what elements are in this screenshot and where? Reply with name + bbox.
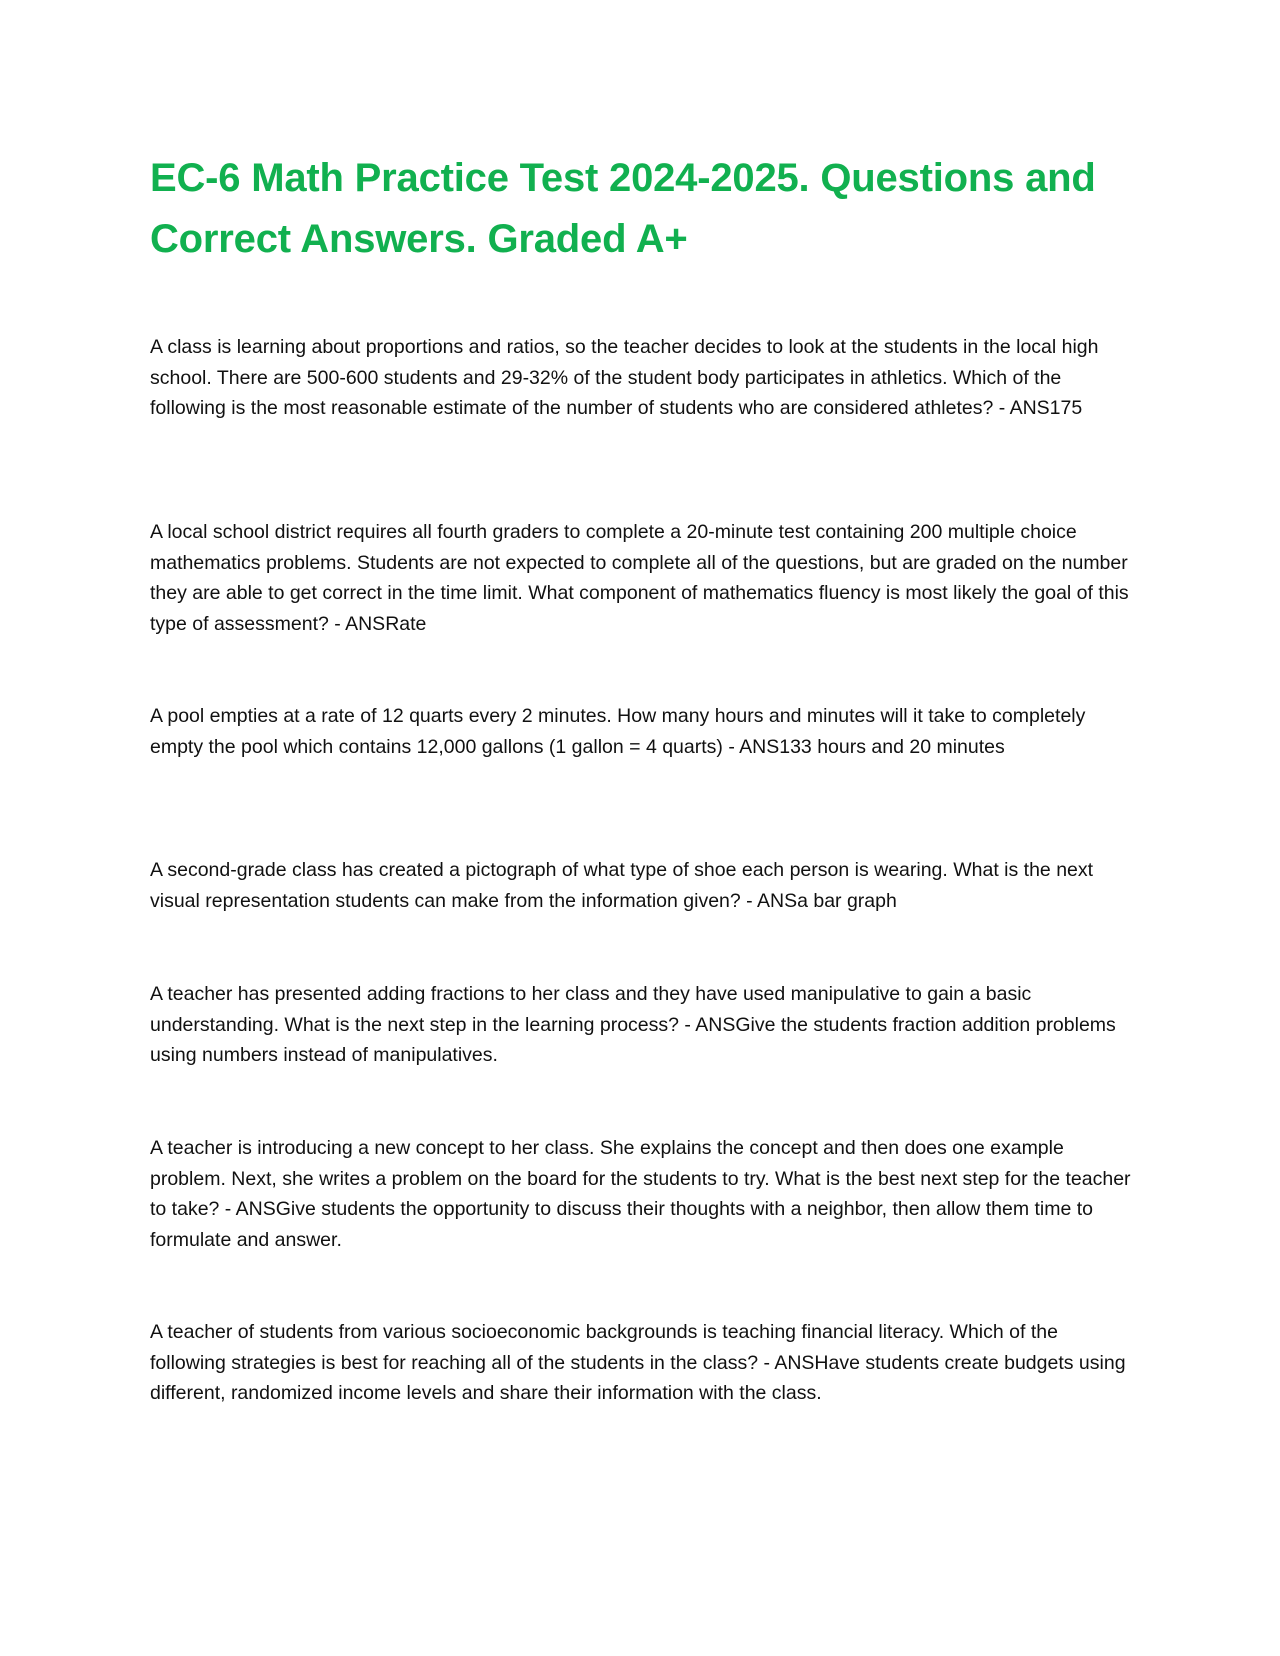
question-answer-list [150,332,1135,1437]
qa-item: A class is learning about proportions and ratios, so the teacher decides to look at the students in the local high school. There are 500-600 students and 29-32% of the student body participates in athletics. Which of the following is the most reasonable estimate of the number of students who are considered athletes? - ANS175 [150,336,1099,419]
qa-item: A pool empties at a rate of 12 quarts every 2 minutes. How many hours and minutes will it take to completely empty the pool which contains 12,000 gallons (1 gallon = 4 quarts) - ANS133 hours and 20 minutes [150,705,1086,758]
qa-item: A teacher of students from various socioeconomic backgrounds is teaching financial literacy. Which of the following strategies is best for reaching all of the students in the class? - ANSHave students create budgets using different, randomized income levels and share their information with the class. [150,1321,1126,1404]
qa-item: A local school district requires all fourth graders to complete a 20-minute test containing 200 multiple choice mathematics problems. Students are not expected to complete all of the questions, but are graded on the number they are able to get correct in the time limit. What component of mathematics fluency is most likely the goal of this type of assessment? - ANSRate [150,521,1129,635]
qa-item: A second-grade class has created a pictograph of what type of shoe each person is wearing. What is the next visual representation students can make from the information given? - ANSa bar graph [150,859,1094,912]
qa-item: A teacher is introducing a new concept to her class. She explains the concept and then does one example problem. Next, she writes a problem on the board for the students to try. What is the best next step for the teacher to take? - ANSGive students the opportunity to discuss their thoughts with a neighbor, then allow them time to formulate and answer. [150,1137,1131,1251]
qa-item: A teacher has presented adding fractions to her class and they have used manipulative to gain a basic understanding. What is the next step in the learning process? - ANSGive the students fraction addition problems using numbers instead of manipulatives. [150,983,1116,1066]
document-title: EC-6 Math Practice Test 2024-2025. Questions and Correct Answers. Graded A+ [150,156,1096,261]
